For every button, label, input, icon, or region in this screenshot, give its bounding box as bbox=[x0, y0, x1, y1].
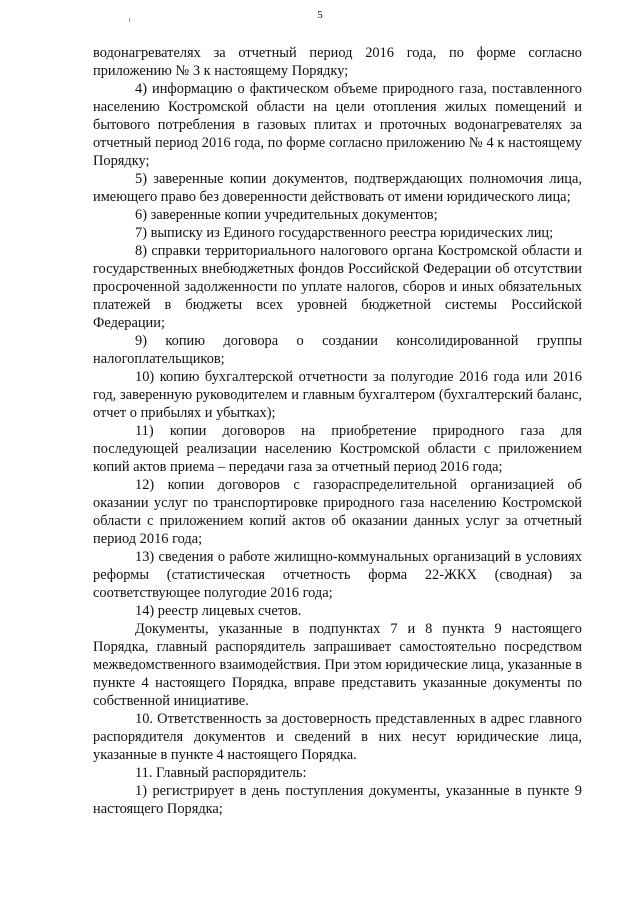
paragraph-item-14: 14) реестр лицевых счетов. bbox=[135, 603, 302, 619]
paragraph-section-11-item-1: 1) регистрирует в день поступления документы, указанные в пункте 9 настоящего Порядка; bbox=[93, 783, 582, 817]
paragraph-item-7: 7) выписку из Единого государственного реестра юридических лиц; bbox=[135, 225, 554, 241]
paragraph-item-5: 5) заверенные копии документов, подтверждающих полномочия лица, имеющего право без доверенности действовать от имени юридического лица; bbox=[93, 171, 582, 205]
paragraph-item-12: 12) копии договоров с газораспределительной организацией об оказании услуг по транспортировке природного газа населению Костромской области с приложением копий актов об оказании данных услуг за отчетный период 2016 года; bbox=[93, 477, 582, 547]
page-number: 5 bbox=[317, 9, 323, 21]
paragraph-documents-note: Документы, указанные в подпунктах 7 и 8 пункта 9 настоящего Порядка, главный распорядитель запрашивает самостоятельно посредством межведомственного взаимодействия. При этом юридические лица, указанные в пункте 4 настоящего Порядка, вправе представить указанные документы по собственной инициативе. bbox=[93, 621, 582, 709]
paragraph-item-4: 4) информацию о фактическом объеме природного газа, поставленного населению Костромской области на цели отопления жилых помещений и бытового потребления в газовых плитах и проточных водонагревателях за отчетный период 2016 года, по форме согласно приложению № 4 к настоящему Порядку; bbox=[93, 81, 582, 169]
paragraph-item-9: 9) копию договора о создании консолидированной группы налогоплательщиков; bbox=[93, 333, 582, 367]
paragraph-item-8: 8) справки территориального налогового органа Костромской области и государственных внебюджетных фондов Российской Федерации об отсутствии просроченной задолженности по уплате налогов, сборов и иных обязательных платежей в бюджеты всех уровней бюджетной системы Российской Федерации; bbox=[93, 243, 582, 331]
paragraph-continuation: водонагревателях за отчетный период 2016 года, по форме согласно приложению № 3 к настоящему Порядку; bbox=[93, 45, 582, 79]
paragraph-item-6: 6) заверенные копии учредительных документов; bbox=[135, 207, 438, 223]
paragraph-section-10: 10. Ответственность за достоверность представленных в адрес главного распорядителя документов и сведений в них несут юридические лица, указанные в пункте 4 настоящего Порядка. bbox=[93, 711, 582, 763]
paragraph-section-11: 11. Главный распорядитель: bbox=[135, 765, 307, 781]
paragraph-item-10: 10) копию бухгалтерской отчетности за полугодие 2016 года или 2016 год, заверенную руководителем и главным бухгалтером (бухгалтерский баланс, отчет о прибылях и убытках); bbox=[93, 369, 582, 421]
paragraph-item-11: 11) копии договоров на приобретение природного газа для последующей реализации населению Костромской области с приложением копий актов приема – передачи газа за отчетный период 2016 года; bbox=[93, 423, 582, 475]
paragraph-item-13: 13) сведения о работе жилищно-коммунальных организаций в условиях реформы (статистическая отчетность форма 22-ЖКХ (сводная) за соответствующее полугодие 2016 года; bbox=[93, 549, 582, 601]
document-body bbox=[93, 44, 582, 818]
